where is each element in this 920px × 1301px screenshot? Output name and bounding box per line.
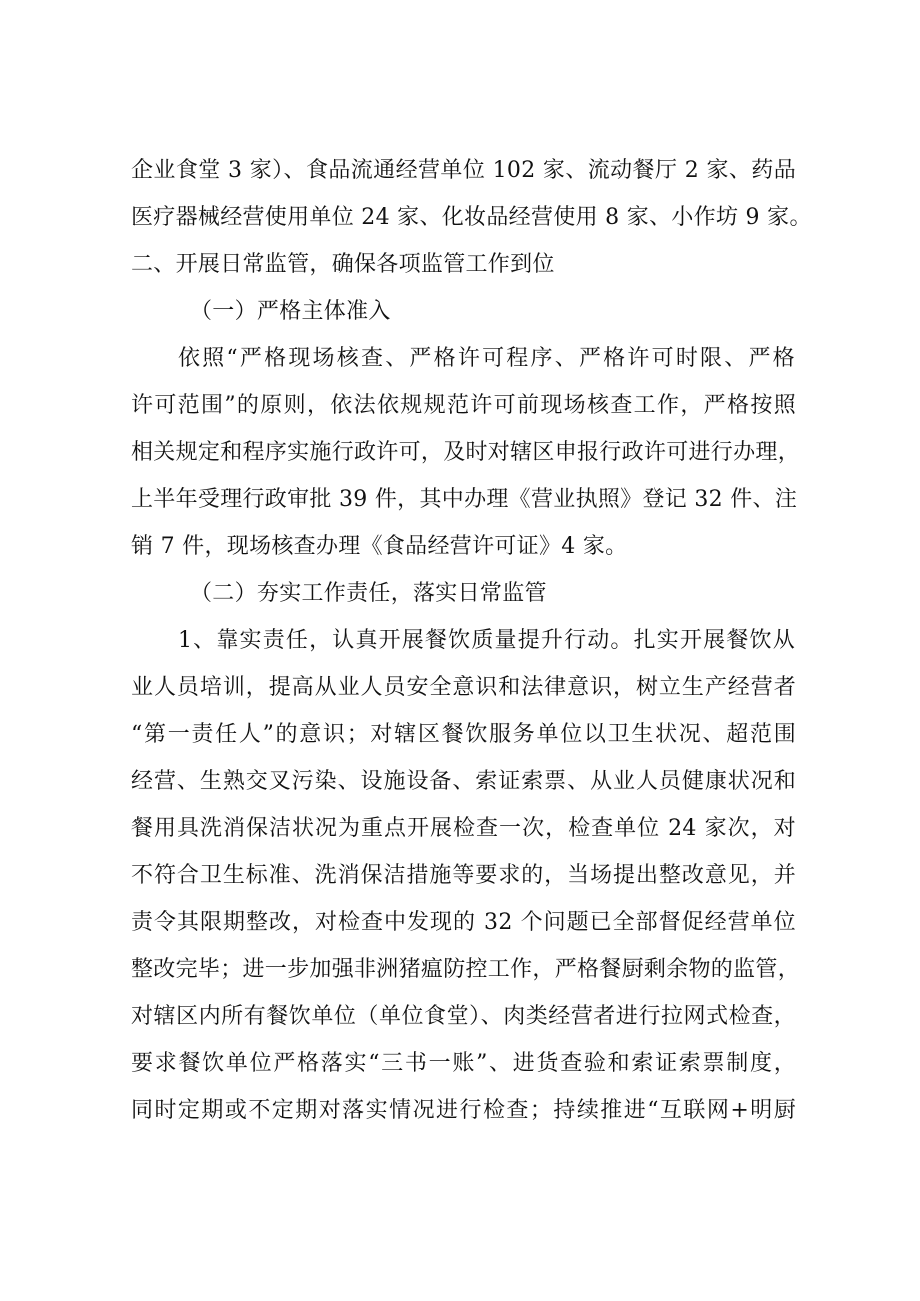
section-heading: 二、开展日常监管，确保各项监管工作到位 [131,252,555,277]
paragraph-line: 企业食堂 3 家）、食品流通经营单位 102 家、流动餐厅 2 家、药品 [131,158,796,183]
paragraph-line: 不符合卫生标准、洗消保洁措施等要求的，当场提出整改意见，并 [131,863,796,888]
paragraph-line: 医疗器械经营使用单位 24 家、化妆品经营使用 8 家、小作坊 9 家。 [131,205,812,230]
paragraph-line: 经营、生熟交叉污染、设施设备、索证索票、从业人员健康状况和 [131,769,796,794]
subsection-heading: （一）严格主体准入 [190,299,391,324]
paragraph-line: 餐用具洗消保洁状况为重点开展检查一次，检查单位 24 家次，对 [131,816,796,841]
paragraph-line: 许可范围”的原则，依法依规规范许可前现场核查工作，严格按照 [131,393,796,418]
paragraph-line: “第一责任人”的意识；对辖区餐饮服务单位以卫生状况、超范围 [131,722,796,747]
paragraph-line: 同时定期或不定期对落实情况进行检查；持续推进“互联网+明厨 [131,1098,796,1123]
paragraph-line: 上半年受理行政审批 39 件，其中办理《营业执照》登记 32 件、注 [131,487,798,512]
subsection-heading: （二）夯实工作责任，落实日常监管 [190,581,547,606]
paragraph-line: 要求餐饮单位严格落实“三书一账”、进货查验和索证索票制度， [131,1051,796,1076]
paragraph-line: 整改完毕；进一步加强非洲猪瘟防控工作，严格餐厨剩余物的监管， [131,957,801,982]
paragraph-line: 1、靠实责任，认真开展餐饮质量提升行动。扎实开展餐饮从 [178,628,795,653]
paragraph-line: 业人员培训，提高从业人员安全意识和法律意识，树立生产经营者 [131,675,796,700]
paragraph-line: 依照“严格现场核查、严格许可程序、严格许可时限、严格 [178,346,795,371]
paragraph-line: 责令其限期整改，对检查中发现的 32 个问题已全部督促经营单位 [131,910,796,935]
paragraph-line: 销 7 件，现场核查办理《食品经营许可证》4 家。 [131,534,628,559]
paragraph-line: 相关规定和程序实施行政许可，及时对辖区申报行政许可进行办理， [131,440,801,465]
paragraph-line: 对辖区内所有餐饮单位（单位食堂）、肉类经营者进行拉网式检查， [131,1004,796,1029]
